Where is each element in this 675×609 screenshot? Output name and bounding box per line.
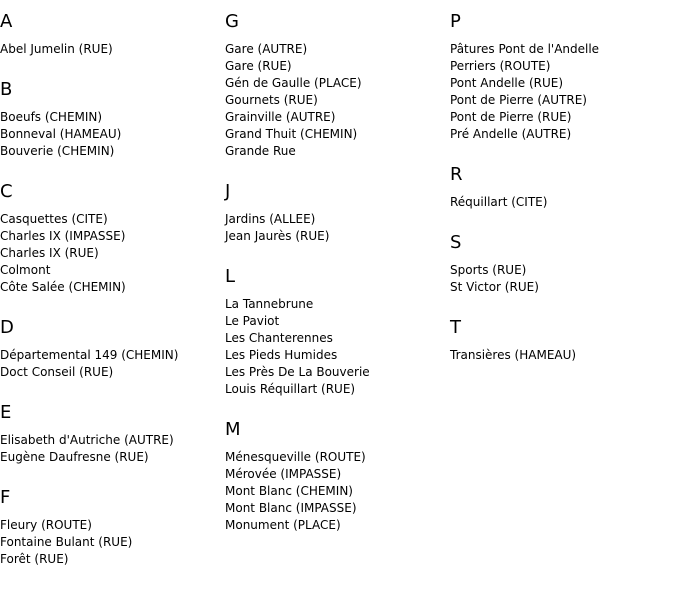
street-index-column-2 xyxy=(225,0,450,534)
street-link[interactable]: Transières (HAMEAU) xyxy=(450,348,577,362)
street-link[interactable]: Pont Andelle (RUE) xyxy=(450,76,564,90)
street-link[interactable]: Charles IX (RUE) xyxy=(0,246,99,260)
letter-group xyxy=(225,181,450,245)
letter-group xyxy=(225,266,450,398)
letter-heading: B xyxy=(0,79,13,100)
street-link[interactable]: Bonneval (HAMEAU) xyxy=(0,127,122,141)
street-link[interactable]: Pré Andelle (AUTRE) xyxy=(450,127,572,141)
letter-group xyxy=(450,317,675,364)
letter-heading: T xyxy=(450,317,461,338)
street-link[interactable]: Pont de Pierre (RUE) xyxy=(450,110,572,124)
letter-group xyxy=(450,164,675,211)
letter-heading: F xyxy=(0,487,11,508)
street-link[interactable]: Grainville (AUTRE) xyxy=(225,110,336,124)
letter-heading: M xyxy=(225,419,241,440)
street-link[interactable]: La Tannebrune xyxy=(225,297,314,311)
letter-group xyxy=(225,419,450,534)
letter-heading: C xyxy=(0,181,13,202)
street-link[interactable]: Perriers (ROUTE) xyxy=(450,59,551,73)
street-link[interactable]: Grand Thuit (CHEMIN) xyxy=(225,127,358,141)
street-link[interactable]: Jardins (ALLEE) xyxy=(225,212,316,226)
street-link[interactable]: Jean Jaurès (RUE) xyxy=(225,229,330,243)
street-list xyxy=(0,41,225,58)
street-list xyxy=(225,449,450,534)
street-link[interactable]: Gournets (RUE) xyxy=(225,93,318,107)
street-list xyxy=(450,41,675,143)
street-link[interactable]: Monument (PLACE) xyxy=(225,518,341,532)
street-link[interactable]: Sports (RUE) xyxy=(450,263,527,277)
street-list xyxy=(0,211,225,296)
street-link[interactable]: Pâtures Pont de l'Andelle xyxy=(450,42,600,56)
street-link[interactable]: Fontaine Bulant (RUE) xyxy=(0,535,133,549)
letter-group xyxy=(450,232,675,296)
street-list xyxy=(0,109,225,160)
street-link[interactable]: Pont de Pierre (AUTRE) xyxy=(450,93,587,107)
street-list xyxy=(225,296,450,398)
letter-heading: L xyxy=(225,266,236,287)
street-link[interactable]: Eugène Daufresne (RUE) xyxy=(0,450,149,464)
letter-heading: R xyxy=(450,164,463,185)
street-link[interactable]: Mont Blanc (CHEMIN) xyxy=(225,484,353,498)
street-link[interactable]: Gare (AUTRE) xyxy=(225,42,308,56)
street-list xyxy=(450,347,675,364)
street-list xyxy=(450,262,675,296)
letter-heading: P xyxy=(450,11,461,32)
street-link[interactable]: Casquettes (CITE) xyxy=(0,212,108,226)
street-list xyxy=(0,517,225,568)
street-link[interactable]: Abel Jumelin (RUE) xyxy=(0,42,113,56)
letter-group xyxy=(450,11,675,143)
letter-heading: E xyxy=(0,402,12,423)
street-link[interactable]: Les Près De La Bouverie xyxy=(225,365,370,379)
street-index-column-1 xyxy=(0,0,225,568)
letter-heading: D xyxy=(0,317,14,338)
street-link[interactable]: Fleury (ROUTE) xyxy=(0,518,92,532)
street-link[interactable]: Charles IX (IMPASSE) xyxy=(0,229,126,243)
street-list xyxy=(0,347,225,381)
street-link[interactable]: Mérovée (IMPASSE) xyxy=(225,467,342,481)
letter-group xyxy=(0,181,225,296)
letter-group xyxy=(0,79,225,160)
street-link[interactable]: Forêt (RUE) xyxy=(0,552,69,566)
letter-group xyxy=(225,11,450,160)
street-list xyxy=(450,194,675,211)
street-link[interactable]: Côte Salée (CHEMIN) xyxy=(0,280,126,294)
letter-heading: A xyxy=(0,11,13,32)
street-link[interactable]: Les Chanterennes xyxy=(225,331,333,345)
street-link[interactable]: Colmont xyxy=(0,263,51,277)
street-link[interactable]: Réquillart (CITE) xyxy=(450,195,548,209)
street-link[interactable]: Gén de Gaulle (PLACE) xyxy=(225,76,362,90)
street-link[interactable]: Les Pieds Humides xyxy=(225,348,338,362)
street-link[interactable]: Elisabeth d'Autriche (AUTRE) xyxy=(0,433,174,447)
street-link[interactable]: Grande Rue xyxy=(225,144,296,158)
street-link[interactable]: Gare (RUE) xyxy=(225,59,292,73)
street-link[interactable]: Boeufs (CHEMIN) xyxy=(0,110,103,124)
letter-group xyxy=(0,317,225,381)
street-link[interactable]: Louis Réquillart (RUE) xyxy=(225,382,356,396)
street-link[interactable]: St Victor (RUE) xyxy=(450,280,539,294)
letter-group xyxy=(0,487,225,568)
street-link[interactable]: Mont Blanc (IMPASSE) xyxy=(225,501,357,515)
street-index-column-3 xyxy=(450,0,675,364)
street-link[interactable]: Doct Conseil (RUE) xyxy=(0,365,114,379)
letter-group xyxy=(0,11,225,58)
street-list xyxy=(0,432,225,466)
street-link[interactable]: Ménesqueville (ROUTE) xyxy=(225,450,366,464)
letter-heading: G xyxy=(225,11,239,32)
letter-group xyxy=(0,402,225,466)
street-list xyxy=(225,41,450,160)
letter-heading: S xyxy=(450,232,462,253)
street-list xyxy=(225,211,450,245)
street-link[interactable]: Le Paviot xyxy=(225,314,280,328)
street-link[interactable]: Bouverie (CHEMIN) xyxy=(0,144,115,158)
street-link[interactable]: Départemental 149 (CHEMIN) xyxy=(0,348,179,362)
letter-heading: J xyxy=(225,181,231,202)
